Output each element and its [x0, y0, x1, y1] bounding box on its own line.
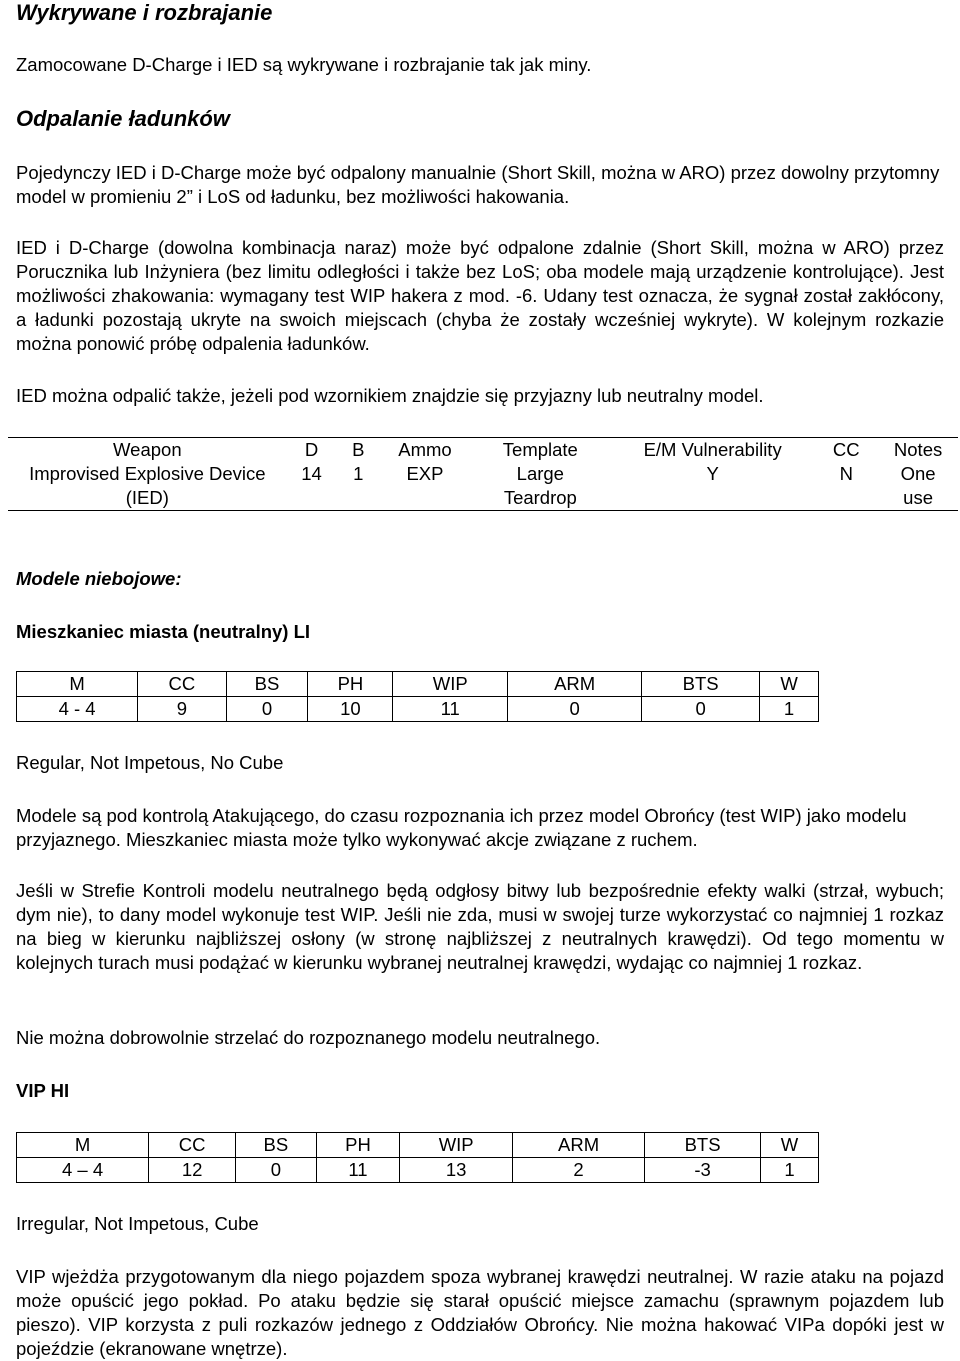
weapon-table [8, 437, 958, 511]
weapon-table-header-row [8, 438, 958, 463]
em-vulnerability-cell: Y [611, 462, 815, 511]
stat-header-w: W [760, 672, 819, 697]
cc-cell: N [814, 462, 878, 511]
paragraph-civilian-shoot: Nie można dobrowolnie strzelać do rozpoznanego modelu neutralnego. [16, 1027, 601, 1048]
weapon-name-cell: Improvised Explosive Device (IED) [8, 462, 287, 511]
notes-col-header: Notes [878, 438, 958, 463]
civilian-traits: Regular, Not Impetous, No Cube [16, 752, 284, 773]
vip-stat-table [16, 1132, 819, 1183]
stat-value-w: 1 [761, 1158, 819, 1183]
paragraph-remote-detonation: IED i D-Charge (dowolna kombinacja naraz) może być odpalone zdalnie (Short Skill, można w ARO) przez Porucznika lub Inżyniera (bez limitu odległości i także bez LoS; oba modele mają urządzenie kontrolujące). Jest możliwości zhakowania: wymagany test WIP hakera z mod. -6. Udany test oznacza, że sygnał został zakłócony, a ładunki pozostają ukryte na swoich miejscach (chyba że zostały wcześniej wykryte). W kolejnym rozkazie można ponowić próbę odpalenia ładunków. [16, 237, 944, 354]
civilian-stat-value-row [17, 697, 819, 722]
stat-value-arm: 2 [513, 1158, 645, 1183]
stat-value-cc: 12 [149, 1158, 236, 1183]
stat-header-arm: ARM [513, 1133, 645, 1158]
stat-header-arm: ARM [508, 672, 642, 697]
stat-value-ph: 10 [308, 697, 393, 722]
ammo-col-header: Ammo [380, 438, 470, 463]
stat-header-m: M [17, 672, 138, 697]
burst-col-header: B [336, 438, 380, 463]
section-heading-detonation: Odpalanie ładunków [16, 106, 230, 131]
stat-value-wip: 13 [400, 1158, 513, 1183]
section-heading-noncombat: Modele niebojowe: [16, 568, 182, 589]
cc-col-header: CC [814, 438, 878, 463]
paragraph-template: IED można odpalić także, jeżeli pod wzornikiem znajdzie się przyjazny lub neutralny model. [16, 385, 764, 406]
stat-header-wip: WIP [400, 1133, 513, 1158]
stat-header-bts: BTS [642, 672, 760, 697]
damage-col-header: D [287, 438, 337, 463]
paragraph-vip-vehicle: VIP wjeżdża przygotowanym dla niego pojazdem spoza wybranej krawędzi neutralnej. W razie ataku na pojazd może opuścić jego pokład. Po ataku będzie się starał opuścić miejsce zamachu (sprawnym pojazdem lub pieszo). VIP korzysta z puli rozkazów jednego z Oddziałów Obrońcy. Nie można hakować VIPa dopóki jest w pojeździe (ekranowane wnętrze). [16, 1266, 944, 1359]
stat-header-w: W [761, 1133, 819, 1158]
stat-header-cc: CC [149, 1133, 236, 1158]
vip-traits: Irregular, Not Impetous, Cube [16, 1213, 259, 1234]
stat-value-bs: 0 [226, 697, 308, 722]
ammo-cell: EXP [380, 462, 470, 511]
stat-value-m: 4 - 4 [17, 697, 138, 722]
paragraph-civilian-zone: Jeśli w Strefie Kontroli modelu neutralnego będą odgłosy bitwy lub bezpośrednie efekty walki (strzał, wybuch; dym nie), to dany model wykonuje test WIP. Jeśli nie zda, musi w swojej turze wykorzystać co najmniej 1 rozkaz na bieg w kierunku najbliższej osłony (w stronę najbliższej z neutralnych krawędzi). Od tego momentu w kolejnych turach musi podążać w kierunku wybranej neutralnej krawędzi, wydając co najmniej 1 rozkaz. [16, 880, 944, 973]
stat-header-bs: BS [236, 1133, 317, 1158]
em-vulnerability-col-header: E/M Vulnerability [611, 438, 815, 463]
stat-header-cc: CC [138, 672, 226, 697]
civilian-stat-table [16, 671, 819, 722]
weapon-table-row [8, 462, 958, 511]
stat-value-cc: 9 [138, 697, 226, 722]
vip-stat-value-row [17, 1158, 819, 1183]
paragraph-manual-detonation: Pojedynczy IED i D-Charge może być odpalony manualnie (Short Skill, można w ARO) przez dowolny przytomny model w promieniu 2” i LoS od ładunku, bez możliwości hakowania. [16, 162, 940, 207]
paragraph-civilian-control: Modele są pod kontrolą Atakującego, do czasu rozpoznania ich przez model Obrońcy (test WIP) jako modelu przyjaznego. Mieszkaniec miasta może tylko wykonywać akcje związane z ruchem. [16, 805, 907, 850]
stat-value-m: 4 – 4 [17, 1158, 149, 1183]
paragraph-detection: Zamocowane D-Charge i IED są wykrywane i rozbrajanie tak jak miny. [16, 54, 592, 75]
vip-title: VIP HI [16, 1080, 70, 1101]
template-cell: Large Teardrop [470, 462, 611, 511]
vip-stat-header-row [17, 1133, 819, 1158]
stat-header-ph: PH [316, 1133, 400, 1158]
burst-cell: 1 [336, 462, 380, 511]
stat-value-arm: 0 [508, 697, 642, 722]
template-col-header: Template [470, 438, 611, 463]
stat-value-bts: 0 [642, 697, 760, 722]
notes-cell: One use [878, 462, 958, 511]
stat-header-ph: PH [308, 672, 393, 697]
stat-value-wip: 11 [393, 697, 508, 722]
stat-value-bs: 0 [236, 1158, 317, 1183]
weapon-col-header: Weapon [8, 438, 287, 463]
stat-value-w: 1 [760, 697, 819, 722]
civilian-title: Mieszkaniec miasta (neutralny) LI [16, 621, 311, 642]
stat-header-m: M [17, 1133, 149, 1158]
civilian-stat-header-row [17, 672, 819, 697]
damage-cell: 14 [287, 462, 337, 511]
stat-header-wip: WIP [393, 672, 508, 697]
stat-value-ph: 11 [316, 1158, 400, 1183]
stat-header-bts: BTS [645, 1133, 761, 1158]
stat-value-bts: -3 [645, 1158, 761, 1183]
section-heading-detection: Wykrywane i rozbrajanie [16, 0, 273, 25]
stat-header-bs: BS [226, 672, 308, 697]
